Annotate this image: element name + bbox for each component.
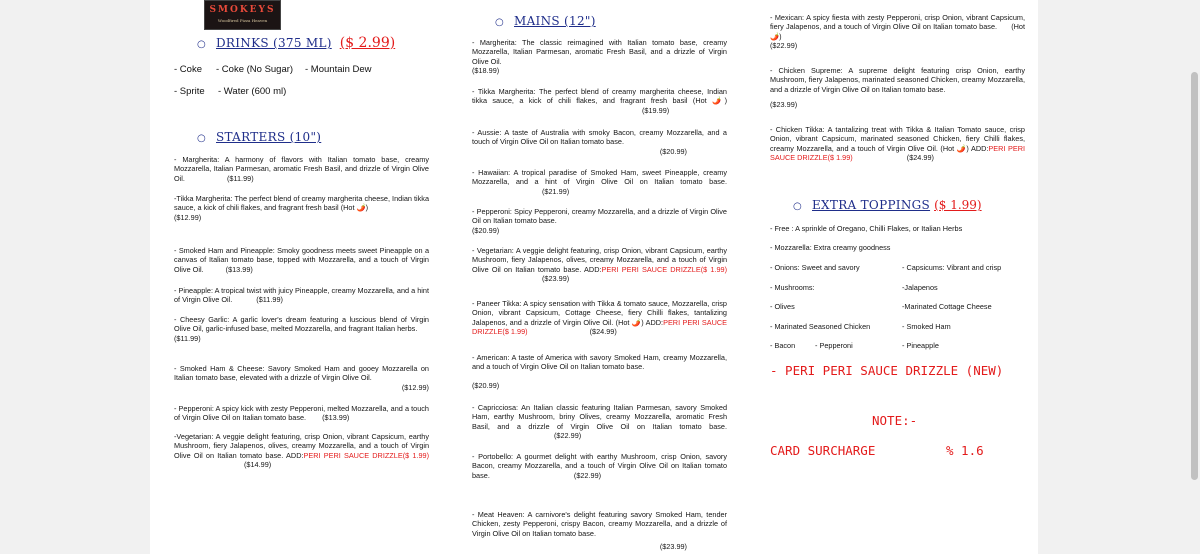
main-item	[472, 207, 727, 235]
item-price: ($19.99)	[642, 105, 670, 115]
chili-icon: 🌶️	[631, 317, 642, 327]
main-item	[472, 128, 727, 156]
starter-item	[174, 404, 429, 423]
peri-peri-new: - PERI PERI SAUCE DRIZZLE (NEW)	[770, 363, 1004, 378]
starter-item	[174, 432, 429, 470]
item-description: - Paneer Tikka: A spicy sensation with Tikka & tomato sauce, Mozzarella, crisp Onion, vibrant Capsicum, Cottage Cheese, fiery Chilli flakes, tantalizing Jalapenos, and a drizzle of Virgin Olive Oil. (Hot	[472, 299, 727, 327]
restaurant-logo	[204, 0, 281, 30]
item-description: - Aussie: A taste of Australia with smoky Bacon, creamy Mozzarella, and a touch of Virgin Olive Oil on Italian tomato base.	[472, 128, 727, 147]
item-description: - Margherita: A harmony of flavors with Italian tomato base, creamy Mozzarella, Italian Parmesan, aromatic Fresh Basil, and drizzle of Virgin Olive Oil.	[174, 155, 429, 183]
note-label: NOTE:-	[872, 413, 918, 428]
starters-header	[197, 130, 321, 144]
mains-header	[495, 14, 596, 28]
main-item	[472, 246, 727, 284]
addon-peri-peri: PERI PERI SAUCE DRIZZLE($ 1.99)	[303, 450, 430, 460]
drink-coke-no-sugar: - Coke (No Sugar)	[216, 64, 294, 75]
item-description: - Mexican: A spicy fiesta with zesty Pepperoni, crisp Onion, vibrant Capsicum, fiery Jalapenos, and a touch of Virgin Olive Oil on Italian tomato base.	[770, 13, 1025, 32]
item-price: ($23.99)	[542, 274, 570, 284]
chili-icon: 🌶️	[712, 96, 725, 106]
scrollbar-thumb[interactable]	[1191, 72, 1198, 480]
vertical-scrollbar[interactable]	[1189, 0, 1200, 554]
topping-pepperoni: - Pepperoni	[815, 341, 853, 350]
item-price: ($22.99)	[573, 470, 602, 480]
main-item	[472, 38, 727, 76]
drinks-title: DRINKS (375 ML)	[216, 36, 332, 50]
starter-item	[174, 194, 429, 222]
item-description: -Vegetarian: A veggie delight featuring, crisp Onion, vibrant Capsicum, earthy Mushroom, fiery Jalapenos, olives, creamy Mozzarella, and a touch of Virgin Olive Oil on Italian tomato base. ADD:	[174, 432, 429, 460]
main-item	[472, 452, 727, 480]
logo-text: SMOKEYS	[209, 5, 276, 15]
drinks-price: ($ 2.99)	[339, 35, 396, 51]
drink-sprite: - Sprite	[174, 86, 205, 97]
card-surcharge-label: CARD SURCHARGE	[770, 443, 876, 458]
topping-jalapenos: -Jalapenos	[902, 283, 938, 292]
main-item	[472, 403, 727, 441]
main-item	[472, 299, 727, 337]
card-surcharge-value: % 1.6	[946, 443, 984, 458]
item-price: ($12.99)	[401, 382, 429, 392]
topping-olives: - Olives	[770, 302, 795, 311]
item-description-end: )	[966, 143, 969, 153]
item-price: ($23.99)	[659, 542, 687, 552]
bullet-icon: ○	[197, 133, 206, 144]
item-description: - Smoked Ham & Cheese: Savory Smoked Ham and gooey Mozzarella on Italian tomato base, elevated with a drizzle of Virgin Olive Oil.	[174, 364, 429, 383]
main-item	[472, 353, 727, 390]
main-item	[770, 66, 1025, 110]
addon-label: ADD:	[970, 143, 989, 153]
item-description-end: )	[779, 31, 782, 41]
item-price: ($22.99)	[554, 431, 582, 441]
drinks-header	[197, 35, 395, 51]
topping-chicken: - Marinated Seasoned Chicken	[770, 322, 871, 331]
item-price: ($13.99)	[225, 264, 253, 274]
item-description: - Portobello: A gourmet delight with earthy Mushroom, crisp Onion, savory Bacon, creamy Mozzarella, and a touch of Virgin Olive Oil on Italian tomato base.	[472, 452, 727, 480]
chili-icon: 🌶️	[956, 143, 967, 153]
topping-capsicums: - Capsicums: Vibrant and crisp	[902, 263, 1002, 272]
menu-page	[150, 0, 1038, 554]
addon-peri-peri: PERI PERI SAUCE DRIZZLE($ 1.99)	[770, 143, 1025, 163]
item-description: - Pineapple: A tropical twist with juicy Pineapple, creamy Mozzarella, and a hint of Virgin Olive Oil.	[174, 286, 429, 305]
starter-item	[174, 364, 429, 392]
item-description: - Meat Heaven: A carnivore's delight featuring savory Smoked Ham, tender Chicken, zesty Pepperoni, crispy Bacon, creamy Mozzarella, and a drizzle of Virgin Olive Oil on Italian tomato base.	[472, 510, 727, 538]
item-price: ($11.99)	[256, 295, 283, 305]
drink-coke: - Coke	[174, 64, 202, 75]
item-description: - Hawaiian: A tropical paradise of Smoked Ham, sweet Pineapple, creamy Mozzarella, and a hint of Virgin Olive Oil on Italian tomato base.	[472, 168, 727, 187]
item-description: - Chicken Tikka: A tantalizing treat with Tikka & Italian Tomato sauce, crisp Onion, vibrant Capsicum, marinated seasoned Chicken, fiery Chilli flakes, creamy Mozzarella, and a touch of Virgin Olive Oil. (Hot	[770, 125, 1025, 153]
item-price: ($24.99)	[906, 153, 934, 163]
item-price: ($13.99)	[322, 413, 350, 423]
item-price: ($20.99)	[472, 380, 500, 390]
main-item	[472, 168, 727, 196]
starters-title: STARTERS (10")	[216, 130, 322, 144]
topping-cottage-cheese: -Marinated Cottage Cheese	[902, 302, 992, 311]
drink-mountain-dew: - Mountain Dew	[305, 64, 372, 75]
extras-price: ($ 1.99)	[934, 198, 982, 212]
topping-pineapple: - Pineapple	[902, 341, 939, 350]
item-price: ($20.99)	[472, 225, 500, 235]
item-price: ($11.99)	[226, 173, 254, 183]
item-hot-label: (Hot	[1011, 22, 1026, 32]
main-item	[472, 510, 727, 552]
chili-icon: 🌶️	[770, 31, 780, 41]
item-description: - Pepperoni: Spicy Pepperoni, creamy Mozzarella, and a drizzle of Virgin Olive Oil on Italian tomato base.	[472, 207, 727, 226]
bullet-icon: ○	[793, 201, 802, 212]
topping-bacon: - Bacon	[770, 341, 796, 350]
item-description-end: )	[365, 203, 369, 213]
extras-header	[793, 198, 982, 212]
item-description-end: )	[724, 96, 727, 106]
main-item	[472, 87, 727, 115]
item-description: - Margherita: The classic reimagined with Italian tomato base, creamy Mozzarella, Italian Parmesan, aromatic Fresh Basil, and a drizzle of Virgin Olive Oil.	[472, 38, 727, 66]
item-description: - Cheesy Garlic: A garlic lover's dream featuring a luscious blend of Virgin Olive Oil, garlic-infused base, melted Mozzarella, and fragrant Italian herbs.	[174, 315, 429, 334]
item-description: - Chicken Supreme: A supreme delight featuring crisp Onion, earthy Mushroom, fiery Jalapenos, marinated seasoned Chicken, creamy Mozzarella, and a drizzle of Virgin Olive Oil on Italian tomato base.	[770, 66, 1025, 94]
topping-onions: - Onions: Sweet and savory	[770, 263, 860, 272]
item-description: - Pepperoni: A spicy kick with zesty Pepperoni, melted Mozzarella, and a touch of Virgin Olive Oil on Italian tomato base.	[174, 404, 429, 423]
starter-item	[174, 246, 429, 274]
item-description: - Tikka Margherita: The perfect blend of creamy margherita cheese, Indian tikka sauce, a kick of chili flakes, and fragrant fresh basil (Hot	[472, 87, 727, 106]
item-description: - Smoked Ham and Pineapple: Smoky goodness meets sweet Pineapple on a canvas of Italian tomato base, topped with Mozzarella, and a touch of Virgin Olive Oil.	[174, 246, 429, 274]
mains-title: MAINS (12")	[514, 14, 596, 28]
chili-icon: 🌶️	[356, 203, 366, 213]
bullet-icon: ○	[197, 39, 206, 50]
main-item	[770, 125, 1025, 163]
item-description: - Capricciosa: An Italian classic featuring Italian Parmesan, savory Smoked Ham, earthy Mushroom, briny Olives, creamy Mozzarella, aromatic Fresh Basil, and a drizzle of Virgin Olive Oil on Italian tomato base.	[472, 403, 727, 431]
extras-title: EXTRA TOPPINGS	[812, 198, 931, 212]
starter-item	[174, 315, 429, 343]
item-price: ($18.99)	[472, 66, 500, 76]
addon-label: ADD:	[645, 317, 664, 327]
drink-water: - Water (600 ml)	[218, 86, 287, 97]
topping-smoked-ham: - Smoked Ham	[902, 322, 951, 331]
addon-peri-peri: PERI PERI SAUCE DRIZZLE($ 1.99)	[472, 317, 727, 337]
bullet-icon: ○	[495, 17, 504, 28]
topping-mozzarella: - Mozzarella: Extra creamy goodness	[770, 243, 891, 252]
topping-free: - Free : A sprinkle of Oregano, Chilli Flakes, or Italian Herbs	[770, 224, 963, 233]
item-price: ($21.99)	[542, 186, 570, 196]
starter-item	[174, 155, 429, 183]
topping-mushrooms: - Mushrooms:	[770, 283, 815, 292]
item-description: -Tikka Margherita: The perfect blend of creamy margherita cheese, Indian tikka sauce, a kick of chili flakes, and fragrant fresh basil (Hot	[174, 194, 429, 213]
item-description-end: )	[641, 317, 644, 327]
starter-item	[174, 286, 429, 305]
item-price: ($23.99)	[770, 100, 798, 110]
item-price: ($24.99)	[589, 327, 617, 337]
item-price: ($14.99)	[244, 460, 272, 470]
item-price: ($12.99)	[174, 212, 202, 222]
item-description: - Vegetarian: A veggie delight featuring, crisp Onion, vibrant Capsicum, earthy Mushroom, fiery Jalapenos, olives, creamy Mozzarella, and a touch of Virgin Olive Oil on Italian tomato base. ADD:	[472, 246, 727, 274]
addon-peri-peri: PERI PERI SAUCE DRIZZLE($ 1.99)	[601, 264, 728, 274]
logo-subtext: Woodfired Pizza Heaven	[217, 18, 268, 23]
main-item	[770, 13, 1025, 51]
item-price: ($11.99)	[174, 333, 201, 343]
item-price: ($22.99)	[770, 41, 798, 51]
item-description: - American: A taste of America with savory Smoked Ham, creamy Mozzarella, and a touch of Virgin Olive Oil on Italian tomato base.	[472, 353, 727, 372]
item-price: ($20.99)	[659, 146, 687, 156]
